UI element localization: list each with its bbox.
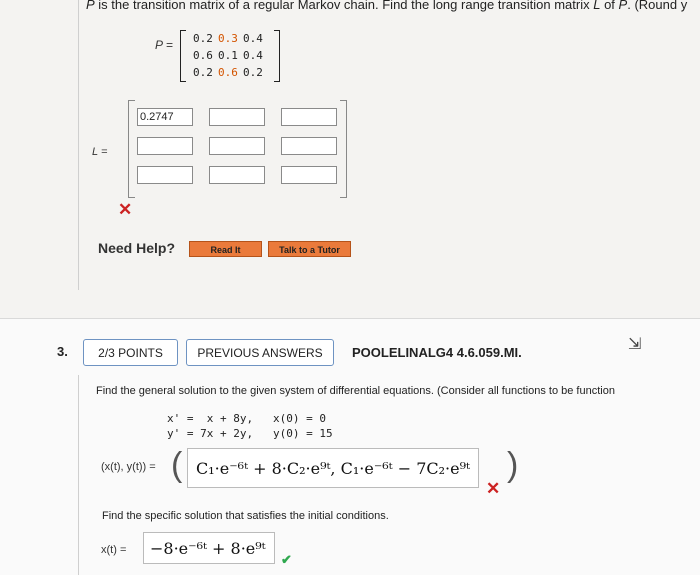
matrix-l-label: L = — [92, 146, 108, 158]
l-input-r1c1[interactable]: 0.2747 — [137, 108, 193, 126]
matrix-cell: 0.2 — [193, 32, 213, 45]
prompt-text: is the transition matrix of a regular Markov chain. Find the long range transition matrix — [94, 0, 594, 12]
general-solution-input[interactable] — [187, 448, 479, 488]
points-badge: 2/3 POINTS — [83, 339, 178, 366]
talk-to-tutor-button[interactable]: Talk to a Tutor — [268, 241, 351, 257]
matrix-cell: 0.4 — [243, 32, 263, 45]
l-bracket-right — [340, 100, 347, 198]
specific-solution-prompt: Find the specific solution that satisfies the initial conditions. — [102, 510, 389, 522]
open-paren: ( — [171, 446, 183, 484]
matrix-row — [193, 32, 268, 45]
equation-1: x' = x + 8y, x(0) = 0 — [167, 412, 326, 425]
l-input-r2c3[interactable] — [281, 137, 337, 155]
correct-check-icon: ✔ — [281, 552, 292, 567]
var-p-2: P — [618, 0, 628, 12]
l-input-r1c2[interactable] — [209, 108, 265, 126]
matrix-cell: 0.6 — [218, 66, 238, 79]
previous-answers-button[interactable]: PREVIOUS ANSWERS — [186, 339, 334, 366]
panel-left-rule-3 — [78, 375, 79, 575]
need-help-label: Need Help? — [98, 240, 176, 256]
equation-2: y' = 7x + 2y, y(0) = 15 — [167, 427, 333, 440]
prompt-text-2: of — [600, 0, 619, 12]
matrix-cell: 0.3 — [218, 32, 238, 45]
matrix-cell: 0.2 — [193, 66, 213, 79]
general-solution-label: (x(t), y(t)) = — [101, 461, 156, 473]
read-it-button[interactable]: Read It — [189, 241, 262, 257]
general-solution-value: C₁·e⁻⁶ᵗ + 8·C₂·e⁹ᵗ, C₁·e⁻⁶ᵗ − 7C₂·e⁹ᵗ — [196, 459, 470, 478]
l-input-r3c1[interactable] — [137, 166, 193, 184]
matrix-bracket-right — [274, 30, 280, 82]
matrix-row — [193, 66, 268, 79]
l-input-r1c3[interactable] — [281, 108, 337, 126]
l-input-r2c1[interactable] — [137, 137, 193, 155]
matrix-bracket-left — [180, 30, 186, 82]
var-l: L — [593, 0, 601, 12]
matrix-row — [193, 49, 268, 62]
matrix-cell: 0.6 — [193, 49, 213, 62]
x-solution-input[interactable] — [143, 532, 275, 564]
var-p: P — [86, 0, 95, 12]
matrix-cell: 0.1 — [218, 49, 238, 62]
matrix-p-label: P = — [155, 38, 173, 52]
incorrect-icon-2: ✕ — [486, 479, 501, 498]
question-source: POOLELINALG4 4.6.059.MI. — [352, 345, 522, 360]
matrix-cell: 0.2 — [243, 66, 263, 79]
prompt-tail: . (Round y — [627, 0, 688, 12]
panel-left-rule — [78, 0, 79, 290]
question-3-prompt: Find the general solution to the given system of differential equations. (Consider all functions to be function — [96, 385, 615, 397]
x-solution-label: x(t) = — [101, 544, 127, 556]
matrix-p — [180, 30, 280, 82]
l-input-r3c2[interactable] — [209, 166, 265, 184]
l-input-r2c2[interactable] — [209, 137, 265, 155]
l-input-r3c3[interactable] — [281, 166, 337, 184]
x-solution-value: −8·e⁻⁶ᵗ + 8·e⁹ᵗ — [150, 539, 266, 558]
question-number: 3. — [57, 344, 68, 359]
close-paren: ) — [507, 446, 519, 484]
matrix-cell: 0.4 — [243, 49, 263, 62]
l-bracket-left — [128, 100, 135, 198]
mouse-cursor-icon: ⇲ — [628, 336, 642, 353]
question-1-prompt — [86, 0, 687, 12]
incorrect-icon: ✕ — [118, 200, 133, 219]
